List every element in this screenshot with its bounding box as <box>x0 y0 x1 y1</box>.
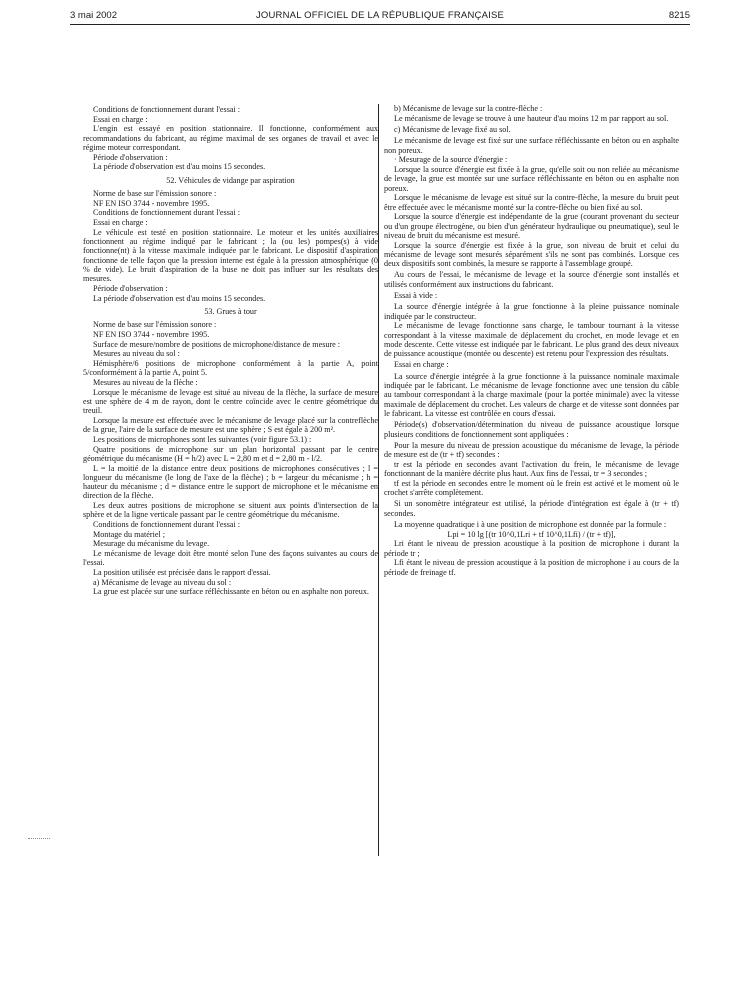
paragraph: Norme de base sur l'émission sonore : <box>93 320 217 330</box>
paragraph: La source d'énergie intégrée à la grue fonctionne à la pleine puissance nominale indiquée par le constructeur. <box>384 302 679 321</box>
paragraph: La source d'énergie intégrée à la grue fonctionne à la puissance nominale maximale indiquée par le fabricant. Le mécanisme de levage fonctionne avec une tension du câble au tambour correspondant à la charge maximale (pour la portée minimale) avec la vitesse maximale de déplacement du crochet. Les valeurs de charge et de vitesse sont données par le fabricant. La vitesse est contrôlée en cours d'essai. <box>384 371 679 418</box>
column-divider <box>378 104 379 856</box>
paragraph: Essai à vide : <box>394 290 438 300</box>
paragraph: Lorsque la source d'énergie est indépendante de la grue (courant provenant du secteur ou d'un groupe électrogène, ou bien d'un générateur hydraulique ou pneumatique), seul le niveau de bruit du mécanisme est mesuré. <box>384 212 679 240</box>
journal-title: JOURNAL OFFICIEL DE LA RÉPUBLIQUE FRANÇAISE <box>255 10 505 21</box>
paragraph: Essai en charge : <box>93 218 148 227</box>
paragraph: tr est la période en secondes avant l'activation du frein, le mécanisme de levage fonctionnant de la manière décrite plus haut. Aux fins de l'essai, tr = 3 secondes ; <box>384 459 679 479</box>
paragraph: Norme de base sur l'émission sonore : <box>93 188 217 198</box>
paragraph: NF EN ISO 3744 - novembre 1995. <box>93 198 210 208</box>
paragraph: Le mécanisme de levage se trouve à une hauteur d'au moins 12 m par rapport au sol. <box>394 113 669 123</box>
paragraph: Pour la mesure du niveau de pression acoustique du mécanisme de levage, la période de mesure est de (tr + tf) secondes : <box>384 440 679 460</box>
paragraph: Lorsque la mesure est effectuée avec le mécanisme de levage placé sur la contreflèche de la grue, l'aire de la surface de mesure est une sphère ; S est égale à 200 m². <box>83 415 378 435</box>
paragraph: Période(s) d'observation/détermination du niveau de puissance acoustique lorsque plusieurs conditions de fonctionnement sont appliquées : <box>384 420 679 439</box>
section-heading: 52. Véhicules de vidange par aspiration <box>166 175 295 185</box>
paragraph: Montage du matériel ; <box>93 529 165 539</box>
paragraph: L'engin est essayé en position stationnaire. Il fonctionne, conformément aux recommandations du fabricant, au régime maximal de ses organes de travail et avec le régime moteur correspondant. <box>83 124 378 152</box>
paragraph: Conditions de fonctionnement durant l'essai : <box>93 105 241 114</box>
paragraph: Période d'observation : <box>93 152 168 162</box>
paragraph: La période d'observation est d'au moins 15 secondes. <box>93 293 266 303</box>
paragraph: · Mesurage de la source d'énergie : <box>394 155 508 165</box>
paragraph: Lpi = 10 lg [(tr 10^0,1Lri + tf 10^0,1Lfi) / (tr + tf)], <box>447 529 616 539</box>
paragraph: Quatre positions de microphone sur un plan horizontal passant par le centre géométrique du mécanisme (H = h/2) avec L = 2,80 m et d = 2,80 m - l/2. <box>83 444 378 463</box>
page-number: 8215 <box>668 10 690 21</box>
paragraph: Les deux autres positions de microphone se situent aux points d'intersection de la sphère et de la ligne verticale passant par le centre géométrique du mécanisme. <box>83 501 378 520</box>
paragraph: La moyenne quadratique i à une position de microphone est donnée par la formule : <box>394 519 667 529</box>
left-column <box>83 105 378 597</box>
paragraph: Surface de mesure/nombre de positions de microphone/distance de mesure : <box>93 339 341 349</box>
publication-date: 3 mai 2002 <box>70 10 118 21</box>
paragraph: L = la moitié de la distance entre deux positions de microphones consécutives ; l = longueur du mécanisme (le long de l'axe de la flèche) ; b = largeur du mécanisme ; h = hauteur du mécanisme ; d = distance entre le support de microphone et le mécanisme en direction de la flèche. <box>83 463 378 501</box>
header-rule <box>70 24 690 25</box>
paragraph: Conditions de fonctionnement durant l'essai : <box>93 208 241 218</box>
paragraph: Au cours de l'essai, le mécanisme de levage et la source d'énergie sont installés et utilisés conformément aux instructions du fabricant. <box>384 270 679 289</box>
paragraph: Période d'observation : <box>93 283 168 293</box>
paragraph: Lorsque la source d'énergie est fixée à la grue, qu'elle soit ou non reliée au mécanisme de levage, la grue est montée sur une surface réfléchissante en béton ou en asphalte non poreux. <box>384 164 679 193</box>
paragraph: Les positions de microphones sont les suivantes (voir figure 53.1) : <box>93 434 312 444</box>
paragraph: La position utilisée est précisée dans le rapport d'essai. <box>93 568 271 578</box>
paragraph: NF EN ISO 3744 - novembre 1995. <box>93 329 210 339</box>
paragraph: Mesures au niveau de la flèche : <box>93 377 198 387</box>
paragraph: tf est la période en secondes entre le moment où le frein est activé et le moment où le crochet s'arrête complètement. <box>384 478 679 498</box>
paragraph: a) Mécanisme de levage au niveau du sol : <box>93 577 232 587</box>
paragraph: Lorsque la source d'énergie est fixée à la grue, son niveau de bruit et celui du mécanisme de levage sont mesurés séparément s'ils ne sont pas combinés. Lorsque ces deux dispositifs sont combinés, la mesure se rapporte à l'assemblage groupé. <box>384 240 679 269</box>
paragraph: Lfi étant le niveau de pression acoustique à la position de microphone i au cours de la période de freinage tf. <box>384 558 679 577</box>
paragraph: Lri étant le niveau de pression acoustique à la position de microphone i durant la période tr ; <box>384 539 679 558</box>
paragraph: Le mécanisme de levage fonctionne sans charge, le tambour tournant à la vitesse correspondant à la vitesse maximale de déplacement du crochet, en mode levage et en mode descente. Cette vitesse est indiquée par le fabricant. Le plus grand des deux niveaux de puissance acoustique (montée ou descente) est retenu pour l'expression des résultats. <box>384 321 679 359</box>
scan-artifact <box>28 838 50 839</box>
paragraph: c) Mécanisme de levage fixé au sol. <box>394 124 511 134</box>
paragraph: Hémisphère/6 positions de microphone conformément à la partie A, point 5/conformément à la partie A, point 5. <box>83 358 378 378</box>
paragraph: Mesures au niveau du sol : <box>93 349 180 359</box>
paragraph: Essai en charge : <box>394 360 449 370</box>
paragraph: Mesurage du mécanisme du levage. <box>93 539 210 549</box>
paragraph: Conditions de fonctionnement durant l'essai : <box>93 520 241 530</box>
section-heading: 53. Grues à tour <box>204 306 257 316</box>
paragraph: La période d'observation est d'au moins 15 secondes. <box>93 162 266 172</box>
right-column <box>384 104 679 577</box>
page-header <box>70 10 690 28</box>
paragraph: Essai en charge : <box>93 114 148 124</box>
paragraph: La grue est placée sur une surface réfléchissante en béton ou en asphalte non poreux. <box>93 587 369 597</box>
paragraph: b) Mécanisme de levage sur la contre-flèche : <box>394 104 543 113</box>
paragraph: Le véhicule est testé en position stationnaire. Le moteur et les unités auxiliaires fonctionnent au régime indiqué par le fabricant ; la (ou les) pompes(s) à vide fonctionne(nt) à la vitesse maximale indiquée par le fabricant. Le dispositif d'aspiration fonctionne de telle façon que la pression interne est égale à la pression atmosphérique (0 % de vide). Le bruit d'aspiration de la buse ne doit pas influer sur les résultats des mesures. <box>83 227 378 284</box>
paragraph: Lorsque le mécanisme de levage est situé au niveau de la flèche, la surface de mesure est une sphère de 4 m de rayon, dont le centre coïncide avec le centre géométrique du treuil. <box>83 387 378 416</box>
paragraph: Si un sonomètre intégrateur est utilisé, la période d'intégration est égale à (tr + tf) secondes. <box>384 499 679 518</box>
paragraph: Le mécanisme de levage doit être monté selon l'une des façons suivantes au cours de l'essai. <box>83 549 378 568</box>
paragraph: Le mécanisme de levage est fixé sur une surface réfléchissante en béton ou en asphalte non poreux. <box>384 136 679 155</box>
paragraph: Lorsque le mécanisme de levage est situé sur la contre-flèche, la mesure du bruit peut être effectuée avec le mécanisme monté sur la contre-flèche ou bien fixé au sol. <box>384 193 679 212</box>
